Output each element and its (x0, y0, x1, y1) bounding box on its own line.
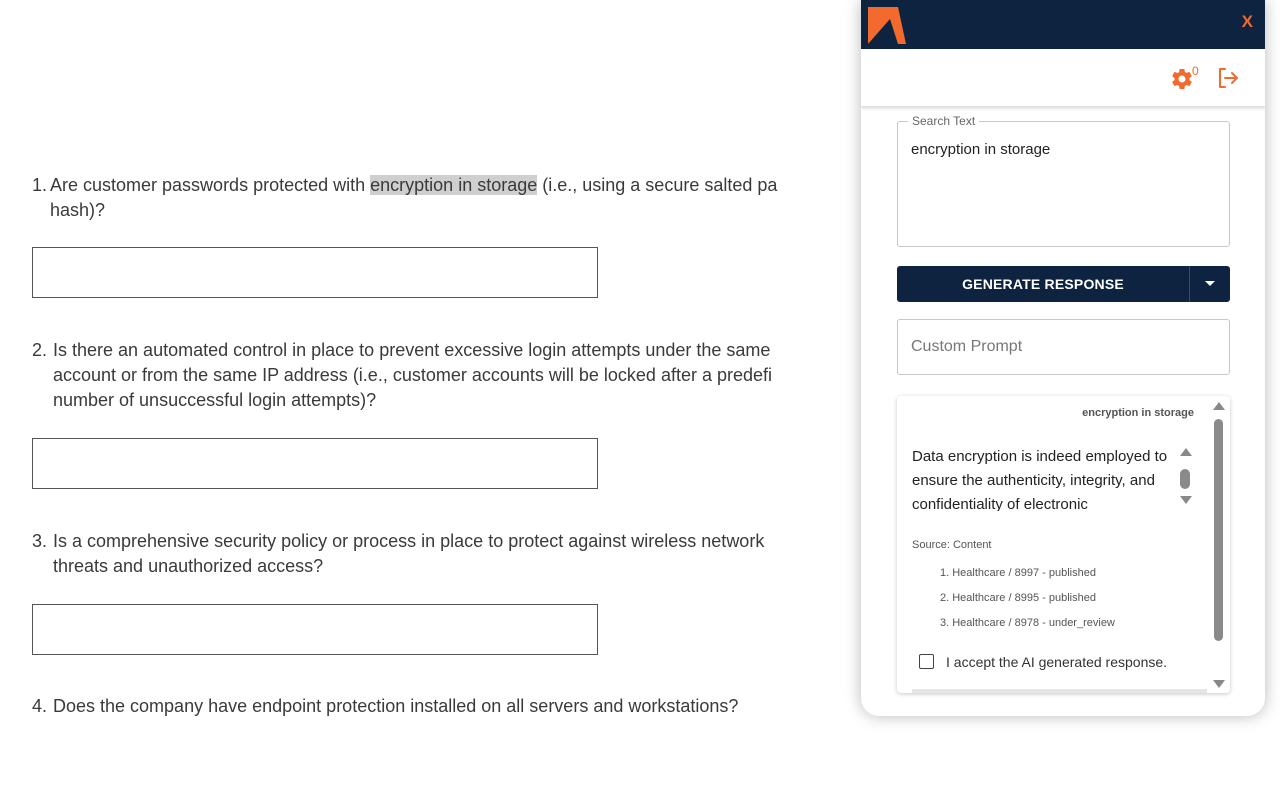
question-text: Is a comprehensive security policy or process in place to protect against wireless network (53, 531, 765, 551)
search-text-label: Search Text (908, 114, 979, 128)
assistant-panel (861, 0, 1265, 716)
response-card (897, 396, 1230, 693)
generate-response-button[interactable]: GENERATE RESPONSE (962, 276, 1124, 292)
scroll-up-arrow-icon[interactable] (1213, 402, 1225, 410)
source-item: 3. Healthcare / 8978 - under_review (940, 617, 1115, 629)
next-item-edge (912, 689, 1207, 693)
scroll-up-arrow-icon[interactable] (1180, 448, 1192, 456)
gear-icon[interactable] (1170, 67, 1194, 91)
source-item: 2. Healthcare / 8995 - published (940, 592, 1096, 604)
generate-response-button-group (897, 266, 1230, 302)
question-text: (i.e., using a secure salted pa (537, 175, 778, 195)
custom-prompt-input[interactable] (898, 320, 1229, 374)
answer-field-2[interactable] (32, 438, 598, 489)
source-label: Source: Content (912, 539, 992, 551)
question-text: Are customer passwords protected with (50, 175, 371, 195)
scrollbar-thumb[interactable] (1214, 419, 1223, 641)
question-text: Does the company have endpoint protection installed on all servers and workstations? (53, 696, 739, 716)
scrollbar-thumb[interactable] (1180, 469, 1190, 489)
question-text: Is there an automated control in place to prevent excessive login attempts under the same (53, 340, 771, 360)
settings-count-badge: 0 (1192, 64, 1199, 78)
logout-icon[interactable] (1216, 66, 1240, 90)
scroll-down-arrow-icon[interactable] (1180, 496, 1192, 504)
panel-scrollbar[interactable] (1212, 400, 1226, 692)
accept-response-checkbox[interactable] (919, 654, 934, 669)
question-text: hash)? (50, 200, 106, 220)
generated-response-text: Data encryption is indeed employed to ensure the authenticity, integrity, and confidentiality of electronic (912, 448, 1168, 511)
panel-toolbar (861, 49, 1265, 107)
question-3 (32, 529, 764, 579)
question-number: 3. (32, 531, 48, 551)
answer-field-3[interactable] (32, 604, 598, 655)
question-number: 1. (32, 175, 48, 195)
search-text-field[interactable] (897, 114, 1230, 247)
highlighted-search-text: encryption in storage (370, 175, 538, 195)
scroll-down-arrow-icon[interactable] (1213, 680, 1225, 688)
question-2 (32, 338, 772, 413)
response-text-scrollbar[interactable] (1179, 448, 1193, 512)
custom-prompt-field (897, 319, 1230, 375)
answer-field-1[interactable] (32, 247, 598, 298)
caret-down-icon[interactable] (1190, 266, 1230, 302)
accept-response-label: I accept the AI generated response. (946, 654, 1168, 670)
question-text: threats and unauthorized access? (53, 556, 324, 576)
brand-logo-icon (868, 7, 906, 44)
page-bottom-area (0, 730, 1280, 800)
close-button[interactable]: X (1241, 12, 1253, 31)
question-text: number of unsuccessful login attempts)? (53, 390, 377, 410)
question-4 (32, 694, 738, 719)
response-card-title: encryption in storage (1082, 407, 1194, 419)
question-number: 4. (32, 696, 48, 716)
question-number: 2. (32, 340, 48, 360)
source-item: 1. Healthcare / 8997 - published (940, 567, 1096, 579)
question-text: account or from the same IP address (i.e., customer accounts will be locked after a predefi (53, 365, 773, 385)
question-1 (32, 173, 777, 223)
panel-header (861, 0, 1265, 49)
search-text-value[interactable]: encryption in storage (911, 141, 1051, 158)
